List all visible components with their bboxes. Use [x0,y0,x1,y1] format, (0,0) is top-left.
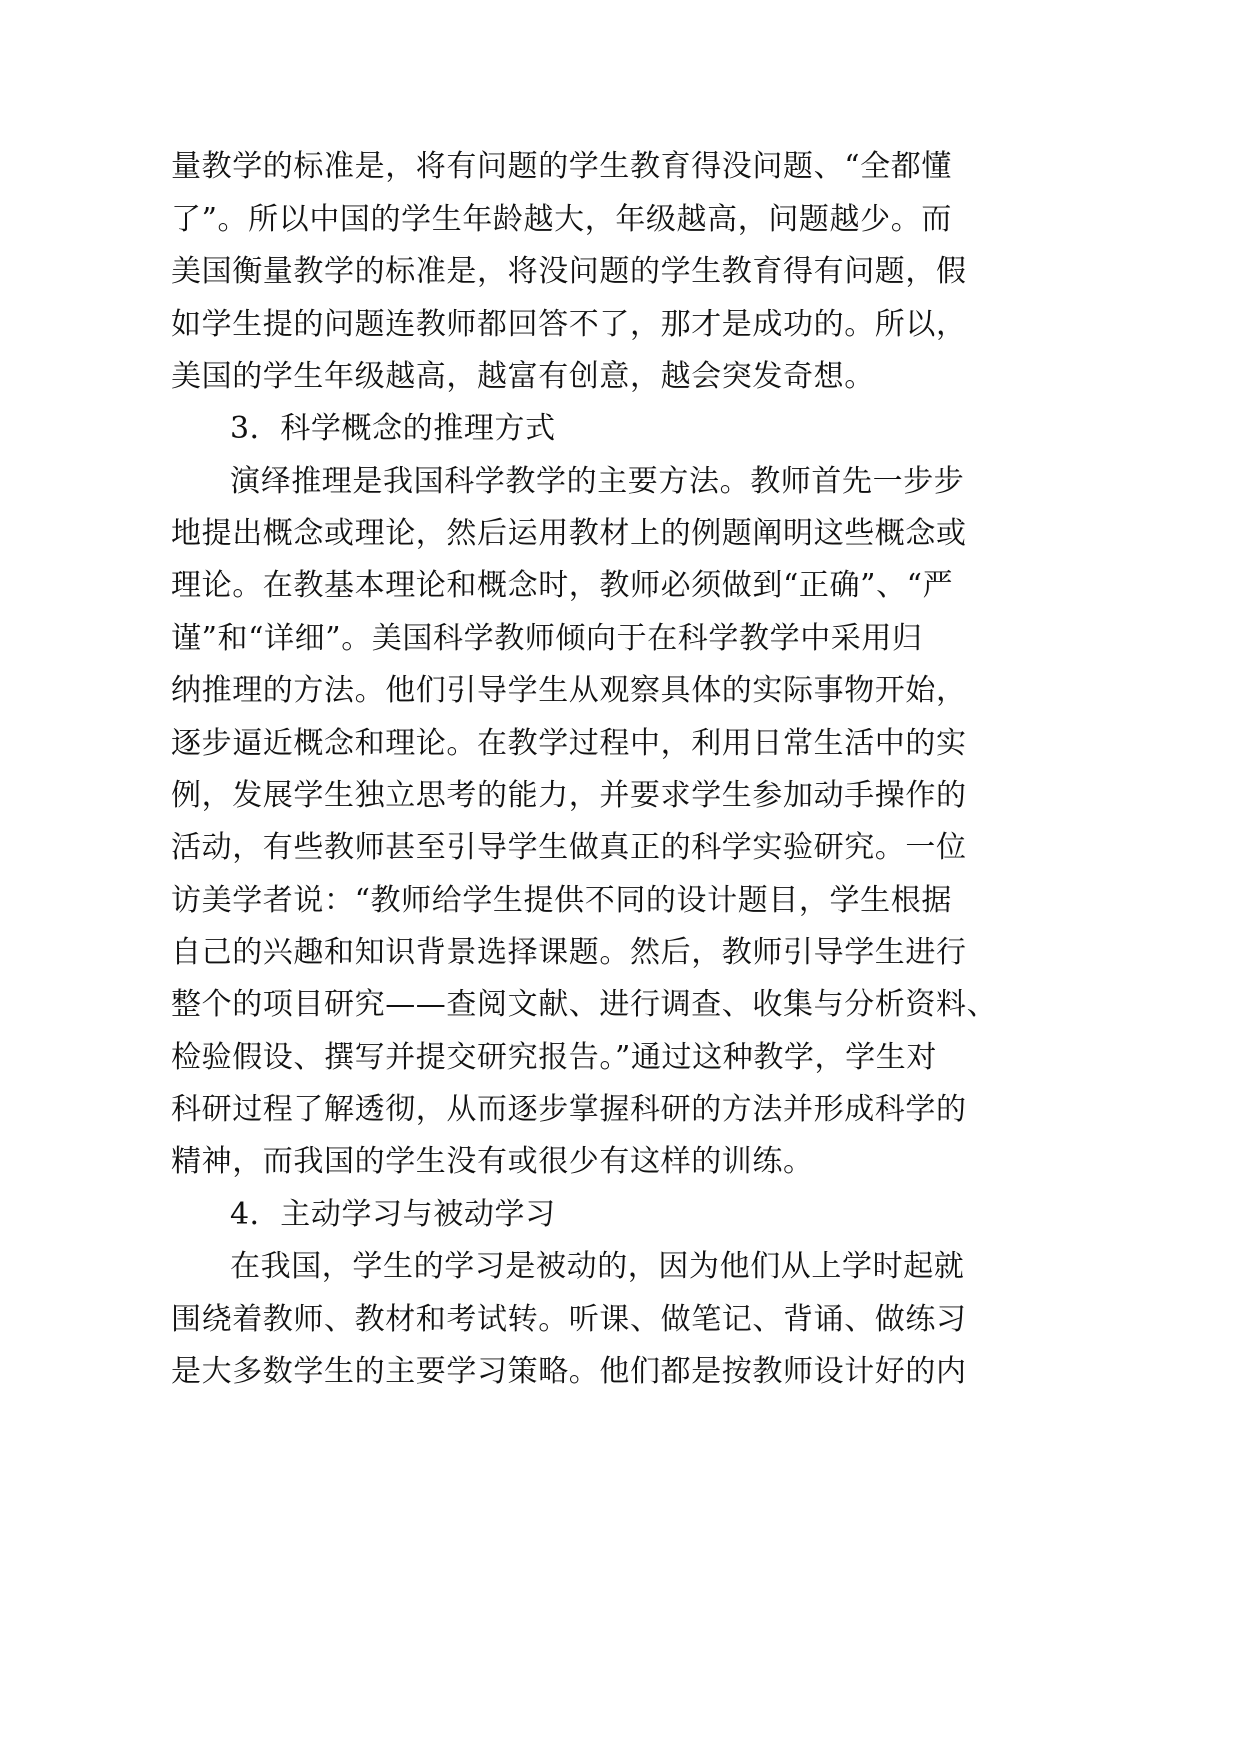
text-line: 美国的学生年级越高，越富有创意，越会突发奇想。 [171,359,875,394]
text-line: 理论。在教基本理论和概念时，教师必须做到“正确”、“严 [171,568,954,603]
text-line: 量教学的标准是，将有问题的学生教育得没问题、“全都懂 [171,149,952,184]
text-line: 了”。所以中国的学生年龄越大，年级越高，问题越少。而 [171,202,952,237]
text-line: 围绕着教师、教材和考试转。听课、做笔记、背诵、做练习 [171,1302,967,1337]
text-line: 逐步逼近概念和理论。在教学过程中，利用日常生活中的实 [171,726,967,761]
text-line: 美国衡量教学的标准是，将没问题的学生教育得有问题，假 [171,254,967,289]
text-line: 例，发展学生独立思考的能力，并要求学生参加动手操作的 [171,778,967,813]
section-heading: 4．主动学习与被动学习 [230,1197,556,1232]
text-line: 检验假设、撰写并提交研究报告。”通过这种教学，学生对 [171,1040,937,1075]
section-heading: 3．科学概念的推理方式 [230,411,556,446]
text-line: 自己的兴趣和知识背景选择课题。然后，教师引导学生进行 [171,935,967,970]
text-line: 地提出概念或理论，然后运用教材上的例题阐明这些概念或 [171,516,967,551]
text-line: 纳推理的方法。他们引导学生从观察具体的实际事物开始， [171,673,967,708]
text-line: 是大多数学生的主要学习策略。他们都是按教师设计好的内 [171,1354,967,1389]
paragraph-start: 在我国，学生的学习是被动的，因为他们从上学时起就 [230,1249,965,1284]
text-line: 谨”和“详细”。美国科学教师倾向于在科学教学中采用归 [171,621,923,656]
text-line: 精神，而我国的学生没有或很少有这样的训练。 [171,1144,814,1179]
text-line: 科研过程了解透彻，从而逐步掌握科研的方法并形成科学的 [171,1092,967,1127]
text-line: 访美学者说：“教师给学生提供不同的设计题目，学生根据 [171,883,952,918]
text-line: 活动，有些教师甚至引导学生做真正的科学实验研究。一位 [171,830,967,865]
text-line: 整个的项目研究——查阅文献、进行调查、收集与分析资料、 [171,987,998,1022]
text-line: 如学生提的问题连教师都回答不了，那才是成功的。所以， [171,307,967,342]
paragraph-start: 演绎推理是我国科学教学的主要方法。教师首先一步步 [230,464,965,499]
